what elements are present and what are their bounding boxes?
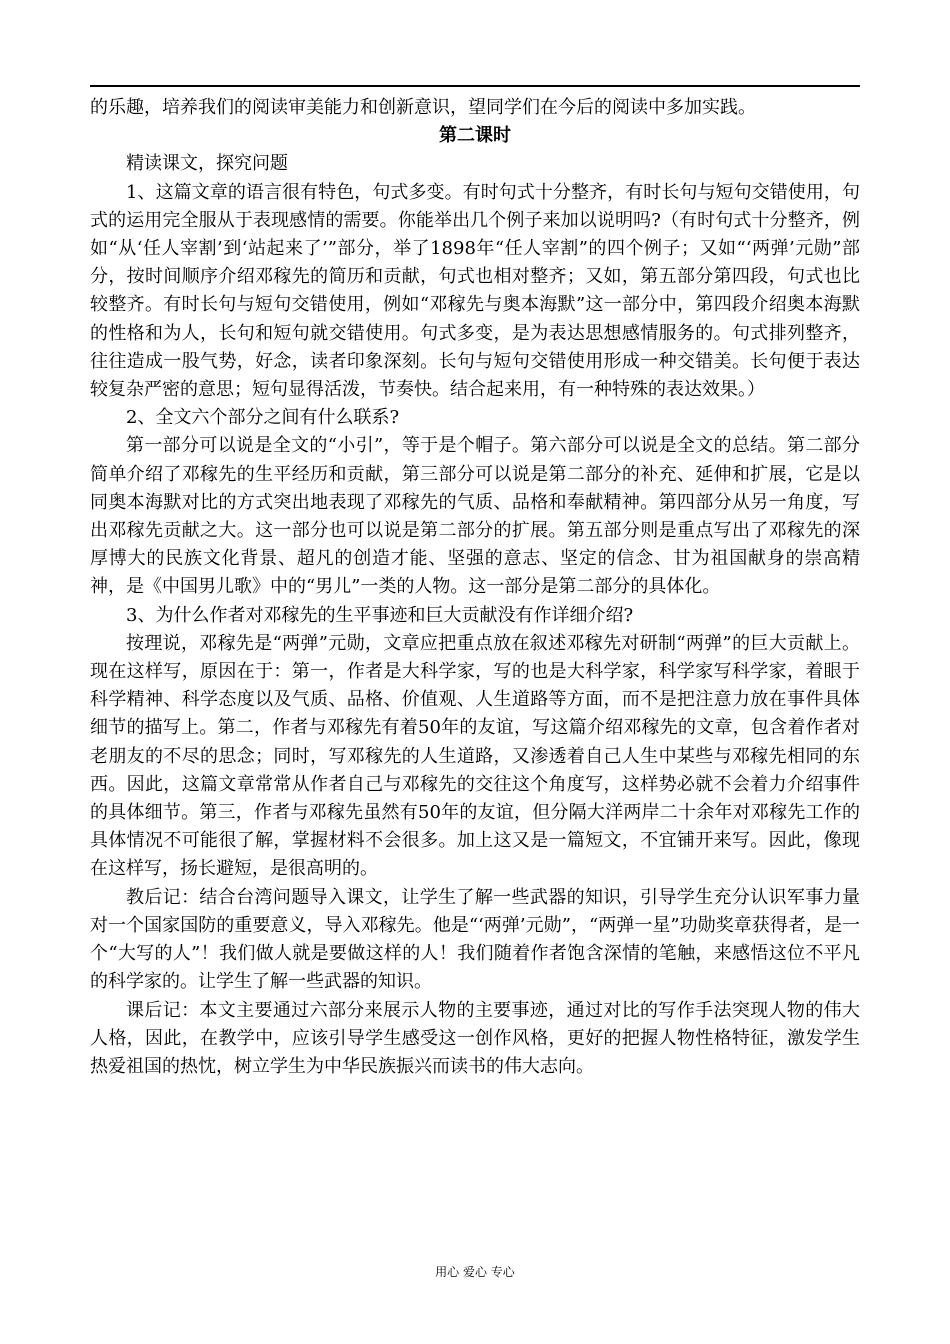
document-body (90, 94, 860, 1081)
continuation-paragraph: 的乐趣，培养我们的阅读审美能力和创新意识，望同学们在今后的阅读中多加实践。 (90, 97, 756, 118)
page-footer: 用心 爱心 专心 (435, 1265, 515, 1279)
question-3: 3、为什么作者对邓稼先的生平事迹和巨大贡献没有作详细介绍? (126, 604, 634, 626)
answer-2-paragraph: 第一部分可以说是全文的“小引”，等于是个帽子。第六部分可以说是全文的总结。第二部分简单介绍了邓稼先的生平经历和贡献，第三部分可以说是第二部分的补充、延伸和扩展，它是以同奥本海默对比的方式突出地表现了邓稼先的气质、品格和奉献精神。第四部分从另一角度，写出邓稼先贡献之大。这一部分也可以说是第二部分的扩展。第五部分则是重点写出了邓稼先的深厚博大的民族文化背景、超凡的创造才能、坚强的意志、坚定的信念、甘为祖国献身的崇高精神，是《中国男儿歌》中的“男儿”一类的人物。这一部分是第二部分的具体化。 (90, 435, 860, 598)
question-2: 2、全文六个部分之间有什么联系? (126, 407, 400, 429)
teaching-note-paragraph: 教后记：结合台湾问题导入课文，让学生了解一些武器的知识，引导学生充分认识军事力量对一个国家国防的重要意义，导入邓稼先。他是“‘两弹’元勋”，“两弹一星”功勋奖章获得者，是一个“大写的人”！我们做人就是要做这样的人！我们随着作者饱含深情的笔触，来感悟这位不平凡的科学家的。让学生了解一些武器的知识。 (90, 886, 860, 993)
lesson-note-paragraph: 课后记：本文主要通过六部分来展示人物的主要事迹，通过对比的写作手法突现人物的伟大人格，因此，在教学中，应该引导学生感受这一创作风格，更好的把握人物性格特征，激发学生热爱祖国的热忱，树立学生为中华民族振兴而读书的伟大志向。 (90, 999, 860, 1077)
section-title: 第二课时 (439, 125, 511, 147)
answer-3-paragraph: 按理说，邓稼先是“两弹”元勋，文章应把重点放在叙述邓稼先对研制“两弹”的巨大贡献上。现在这样写，原因在于：第一，作者是大科学家，写的也是大科学家，科学家写科学家，着眼于科学精神、科学态度以及气质、品格、价值观、人生道路等方面，而不是把注意力放在事件具体细节的描写上。第二，作者与邓稼先有着50年的友谊，写这篇介绍邓稼先的文章，包含着作者对老朋友的不尽的思念；同时，写邓稼先的人生道路，又渗透着自己人生中某些与邓稼先相同的东西。因此，这篇文章常常从作者自己与邓稼先的交往这个角度写，这样势必就不会着力介绍事件的具体细节。第三，作者与邓稼先虽然有50年的友谊，但分隔大洋两岸二十余年对邓稼先工作的具体情况不可能很了解，掌握材料不会很多。加上这又是一篇短文，不宜铺开来写。因此，像现在这样写，扬长避短，是很高明的。 (90, 632, 860, 880)
question-1-paragraph: 1、这篇文章的语言很有特色，句式多变。有时句式十分整齐，有时长句与短句交错使用，句式的运用完全服从于表现感情的需要。你能举出几个例子来加以说明吗?（有时句式十分整齐，例如“从‘任人宰割’到‘站起来了’”部分，举了1898年“任人宰割”的四个例子；又如“‘两弹’元勋”部分，按时间顺序介绍邓稼先的简历和贡献，句式也相对整齐；又如，第五部分第四段，句式也比较整齐。有时长句与短句交错使用，例如“邓稼先与奥本海默”这一部分中，第四段介绍奥本海默的性格和为人，长句和短句就交错使用。句式多变，是为表达思想感情服务的。句式排列整齐，往往造成一股气势，好念，读者印象深刻。长句与短句交错使用形成一种交错美。长句便于表达较复杂严密的意思；短句显得活泼，节奏快。结合起来用，有一种特殊的表达效果。） (90, 181, 860, 401)
header-rule (90, 85, 860, 87)
subtitle: 精读课文，探究问题 (126, 153, 288, 175)
